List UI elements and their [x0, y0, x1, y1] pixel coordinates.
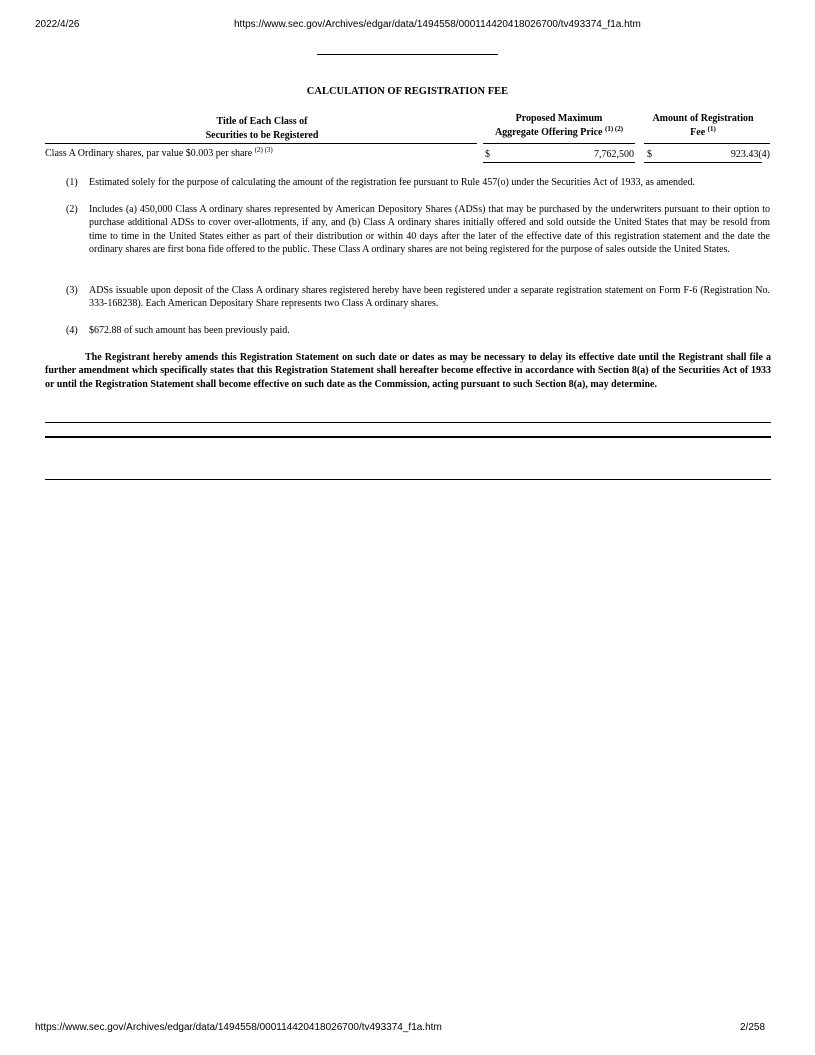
- print-header-url: https://www.sec.gov/Archives/edgar/data/1494558/000114420418026700/tv493374_f1a.htm: [234, 19, 641, 30]
- print-page-number: 2/258: [740, 1022, 766, 1033]
- row-fee-amount: [680, 149, 770, 161]
- col-header-title-line2: Securities to be Registered: [205, 130, 319, 141]
- footnote-3-num: (3): [66, 285, 78, 296]
- col-header-price: [483, 112, 635, 140]
- footnote-2-text: Includes (a) 450,000 Class A ordinary shares represented by American Depository Shares (ADSs) that may be purchased by the underwriters pursuant to their option to purchase additional ADSs to cover over-allotments, if any, and (b) Class A ordinary shares initially offered and sold outside the United States that may be resold from time to time in the United States either as part of their distribution or within 40 days after the later of the effective date of this registration statement and the date the ordinary shares are first bona fide offered to the public. These Class A ordinary shares are not being registered for the purpose of sales outside the United States.: [89, 204, 770, 255]
- section-title: CALCULATION OF REGISTRATION FEE: [306, 86, 509, 97]
- row-fee-value: 923.43: [730, 149, 759, 160]
- col-header-title: [160, 115, 364, 143]
- row-rule-fee: [644, 162, 762, 163]
- col-header-fee-note: (1): [707, 125, 716, 133]
- row-security-label: Class A Ordinary shares, par value $0.003 per share: [45, 148, 253, 159]
- row-rule-price: [483, 162, 635, 163]
- print-date: 2022/4/26: [35, 19, 80, 30]
- row-price-value: 7,762,500: [594, 149, 634, 160]
- footnote-4-num: (4): [66, 325, 78, 336]
- header-rule-title: [45, 143, 477, 144]
- col-header-fee-line1: Amount of Registration: [652, 113, 754, 124]
- footnote-3-text: ADSs issuable upon deposit of the Class A ordinary shares registered hereby have been registered under a separate registration statement on Form F-6 (Registration No. 333-168238). Each American Depositary Share represents two Class A ordinary shares.: [89, 285, 770, 310]
- col-header-fee-line2: Fee: [690, 127, 706, 138]
- print-footer-url: https://www.sec.gov/Archives/edgar/data/1494558/000114420418026700/tv493374_f1a.htm: [35, 1022, 442, 1033]
- footnote-1-text: Estimated solely for the purpose of calculating the amount of the registration fee pursuant to Rule 457(o) under the Securities Act of 1933, as amended.: [89, 177, 695, 188]
- row-security-note: (2) (3): [254, 146, 273, 154]
- bottom-rule-3: [45, 479, 771, 480]
- header-rule-fee: [644, 143, 770, 144]
- col-header-title-line1: Title of Each Class of: [216, 116, 308, 127]
- row-fee-note: (4): [758, 149, 770, 160]
- row-security: [45, 148, 273, 160]
- header-rule-price: [483, 143, 635, 144]
- bottom-rule-2: [45, 436, 771, 438]
- footnote-1-num: (1): [66, 177, 78, 188]
- top-rule: [317, 54, 498, 55]
- bottom-rule-1: [45, 422, 771, 423]
- col-header-price-line1: Proposed Maximum: [515, 113, 603, 124]
- row-price-currency: $: [485, 149, 490, 160]
- row-fee-currency: $: [647, 149, 652, 160]
- col-header-price-note: (1) (2): [604, 125, 624, 133]
- footnote-4-text: $672.88 of such amount has been previously paid.: [89, 325, 290, 336]
- col-header-fee: [644, 112, 762, 140]
- delaying-amendment: The Registrant hereby amends this Registration Statement on such date or dates as may be necessary to delay its effective date until the Registrant shall file a further amendment which specifically states that this Registration Statement shall hereafter become effective in accordance with Section 8(a) of the Securities Act of 1933 or until the Registration Statement shall become effective on such date as the Commission, acting pursuant to such Section 8(a), may determine.: [45, 352, 771, 390]
- col-header-price-line2: Aggregate Offering Price: [494, 127, 603, 138]
- footnote-2-num: (2): [66, 204, 78, 215]
